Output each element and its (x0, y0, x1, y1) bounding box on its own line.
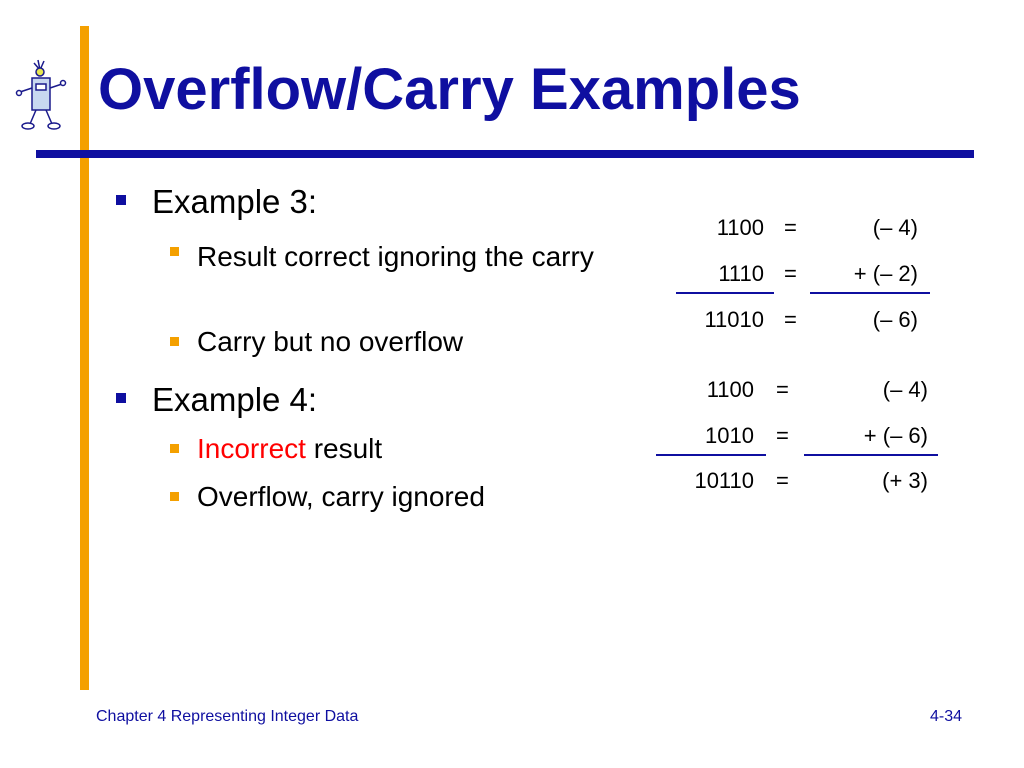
ex3-binary-2: 1110 (718, 261, 764, 286)
ex3-value-2: + (– 2) (853, 261, 918, 286)
example-4-heading: Example 4: (152, 381, 318, 418)
ex3-equals-1: = (784, 215, 797, 240)
ex4-binary-1: 1100 (706, 377, 754, 402)
ex3-binary-1: 1100 (716, 215, 764, 240)
ex4-binary-2: 1010 (705, 423, 754, 448)
ex3-value-1: (– 4) (872, 215, 918, 240)
bullet-square-icon (116, 195, 126, 205)
ex4-equals-2: = (776, 423, 789, 448)
example-3-heading: Example 3: (152, 183, 318, 220)
robot-mascot-icon (14, 58, 72, 138)
footer-chapter-title: Chapter 4 Representing Integer Data (96, 708, 359, 725)
ex4-equals-1: = (776, 377, 789, 402)
sub-bullet-square-icon (170, 444, 179, 453)
sub-bullet-square-icon (170, 247, 179, 256)
sub-bullet-square-icon (170, 337, 179, 346)
example-4-note-1 (197, 433, 382, 465)
ex3-binary-result: 11010 (704, 307, 764, 332)
example-3-note-1: Result correct ignoring the carry (197, 241, 594, 272)
ex3-binary-sum-line (676, 292, 774, 294)
ex3-equals-2: = (784, 261, 797, 286)
ex4-binary-result: 10110 (694, 468, 754, 493)
ex3-value-sum-line (810, 292, 930, 294)
ex4-binary-sum-line (656, 454, 766, 456)
ex3-equals-3: = (784, 307, 797, 332)
ex4-value-2: + (– 6) (863, 423, 928, 448)
ex4-value-result: (+ 3) (882, 468, 928, 493)
example-4-note-2: Overflow, carry ignored (197, 481, 485, 512)
incorrect-label: Incorrect (197, 433, 306, 464)
accent-vertical-bar (80, 26, 89, 690)
ex4-equals-3: = (776, 468, 789, 493)
title-underline-bar (36, 150, 974, 158)
bullet-square-icon (116, 393, 126, 403)
result-label: result (305, 433, 383, 464)
footer-page-number: 4-34 (929, 708, 962, 725)
page-title: Overflow/Carry Examples (98, 57, 801, 122)
ex3-value-result: (– 6) (872, 307, 918, 332)
sub-bullet-square-icon (170, 492, 179, 501)
ex4-value-sum-line (804, 454, 938, 456)
example-3-note-2: Carry but no overflow (197, 326, 464, 357)
ex4-value-1: (– 4) (882, 377, 928, 402)
